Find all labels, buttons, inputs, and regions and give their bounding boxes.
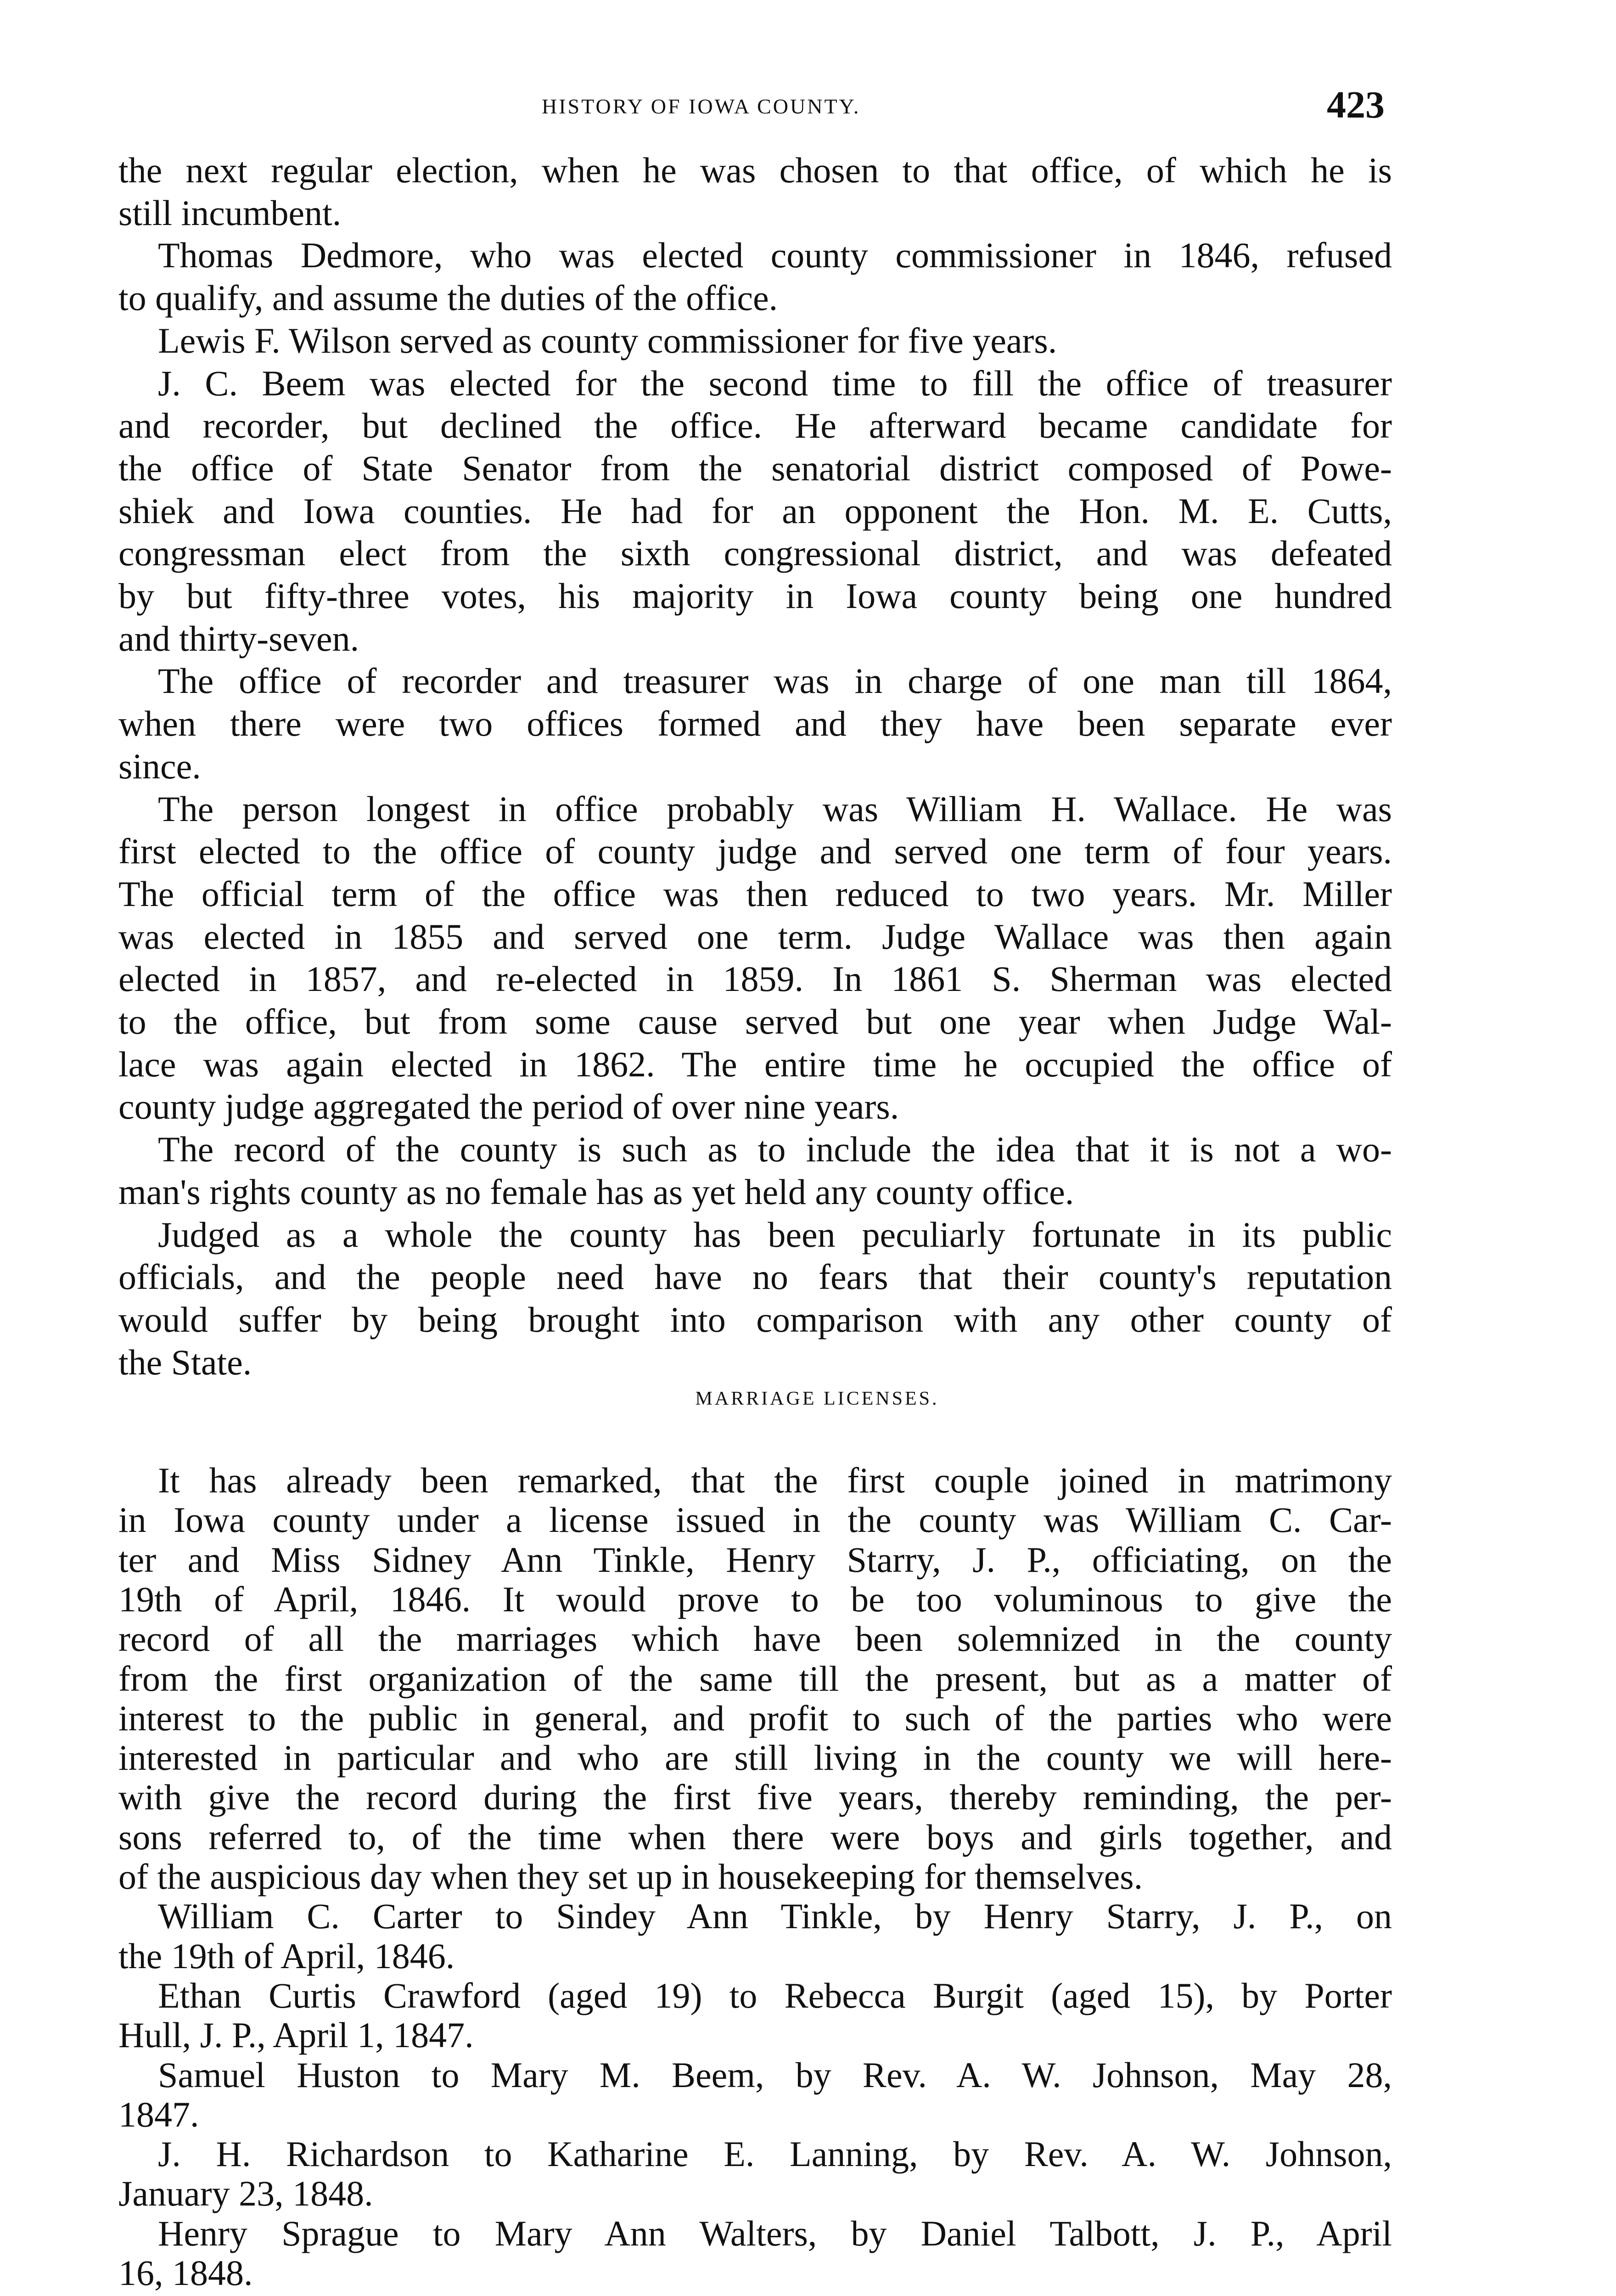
text-line: county judge aggregated the period of over nine years. bbox=[118, 1086, 899, 1127]
text-line: Samuel Huston to Mary M. Beem, by Rev. A. W. Johnson, May 28, bbox=[158, 2054, 1392, 2095]
text-line: by but fifty-three votes, his majority in Iowa county being one hundred bbox=[118, 576, 1392, 616]
text-line: The official term of the office was then reduced to two years. Mr. Miller bbox=[118, 873, 1392, 914]
text-line: the next regular election, when he was chosen to that office, of which he is bbox=[118, 150, 1392, 190]
text-line: the State. bbox=[118, 1342, 252, 1382]
text-line: The record of the county is such as to include the idea that it is not a wo- bbox=[158, 1129, 1392, 1170]
text-line: first elected to the office of county judge and served one term of four years. bbox=[118, 831, 1392, 872]
text-line: to qualify, and assume the duties of the office. bbox=[118, 278, 778, 318]
text-line: Thomas Dedmore, who was elected county commissioner in 1846, refused bbox=[158, 235, 1392, 276]
text-line: man's rights county as no female has as yet held any county office. bbox=[118, 1171, 1074, 1212]
text-line: was elected in 1855 and served one term. Judge Wallace was then again bbox=[118, 916, 1392, 957]
text-line: since. bbox=[118, 746, 201, 786]
text-line: of the auspicious day when they set up in housekeeping for themselves. bbox=[118, 1857, 1143, 1896]
text-line: lace was again elected in 1862. The entire time he occupied the office of bbox=[118, 1044, 1392, 1084]
text-line: January 23, 1848. bbox=[118, 2173, 373, 2214]
text-line: still incumbent. bbox=[118, 192, 342, 233]
text-line: Judged as a whole the county has been peculiarly fortunate in its public bbox=[158, 1214, 1392, 1255]
text-line: The office of recorder and treasurer was in charge of one man till 1864, bbox=[158, 661, 1392, 701]
text-line: to the office, but from some cause served but one year when Judge Wal- bbox=[118, 1002, 1392, 1041]
text-line: elected in 1857, and re-elected in 1859. In 1861 S. Sherman was elected bbox=[118, 959, 1392, 999]
text-line: Lewis F. Wilson served as county commissioner for five years. bbox=[158, 320, 1057, 360]
text-line: interest to the public in general, and profit to such of the parties who were bbox=[118, 1698, 1392, 1738]
text-line: ter and Miss Sidney Ann Tinkle, Henry Starry, J. P., officiating, on the bbox=[118, 1539, 1392, 1580]
text-line: 19th of April, 1846. It would prove to be too voluminous to give the bbox=[118, 1579, 1392, 1619]
text-line: the office of State Senator from the senatorial district composed of Powe- bbox=[118, 448, 1392, 488]
text-line: Henry Sprague to Mary Ann Walters, by Daniel Talbott, J. P., April bbox=[158, 2213, 1392, 2253]
text-line: with give the record during the first five years, thereby reminding, the per- bbox=[118, 1777, 1392, 1818]
text-line: Hull, J. P., April 1, 1847. bbox=[118, 2015, 474, 2055]
text-line: record of all the marriages which have been solemnized in the county bbox=[118, 1619, 1392, 1659]
text-line: and thirty-seven. bbox=[118, 618, 359, 658]
text-line: the 19th of April, 1846. bbox=[118, 1936, 455, 1976]
text-line: Ethan Curtis Crawford (aged 19) to Rebecca Burgit (aged 15), by Porter bbox=[158, 1975, 1392, 2015]
text-line: 16, 1848. bbox=[118, 2253, 253, 2293]
text-line: and recorder, but declined the office. He afterward became candidate for bbox=[118, 405, 1392, 446]
text-line: The person longest in office probably was William H. Wallace. He was bbox=[158, 788, 1392, 829]
running-title: HISTORY OF IOWA COUNTY. bbox=[542, 95, 861, 118]
text-line: from the first organization of the same till the present, but as a matter of bbox=[118, 1658, 1392, 1699]
page-number: 423 bbox=[1327, 84, 1385, 126]
section-heading-marriage-licenses: MARRIAGE LICENSES. bbox=[695, 1388, 939, 1409]
text-line: would suffer by being brought into comparison with any other county of bbox=[118, 1299, 1392, 1339]
text-line: when there were two offices formed and they have been separate ever bbox=[118, 703, 1392, 744]
text-line: officials, and the people need have no fears that their county's reputation bbox=[118, 1257, 1392, 1297]
text-line: interested in particular and who are still living in the county we will here- bbox=[118, 1738, 1392, 1778]
text-line: congressman elect from the sixth congressional district, and was defeated bbox=[118, 533, 1392, 574]
text-line: sons referred to, of the time when there were boys and girls together, and bbox=[118, 1817, 1392, 1857]
text-line: in Iowa county under a license issued in the county was William C. Car- bbox=[118, 1500, 1392, 1540]
text-line: William C. Carter to Sindey Ann Tinkle, by Henry Starry, J. P., on bbox=[158, 1896, 1392, 1936]
text-line: J. H. Richardson to Katharine E. Lanning, by Rev. A. W. Johnson, bbox=[158, 2134, 1392, 2174]
text-line: 1847. bbox=[118, 2094, 199, 2134]
text-line: It has already been remarked, that the first couple joined in matrimony bbox=[158, 1460, 1392, 1500]
text-line: shiek and Iowa counties. He had for an opponent the Hon. M. E. Cutts, bbox=[118, 490, 1392, 531]
text-line: J. C. Beem was elected for the second time to fill the office of treasurer bbox=[158, 363, 1392, 403]
